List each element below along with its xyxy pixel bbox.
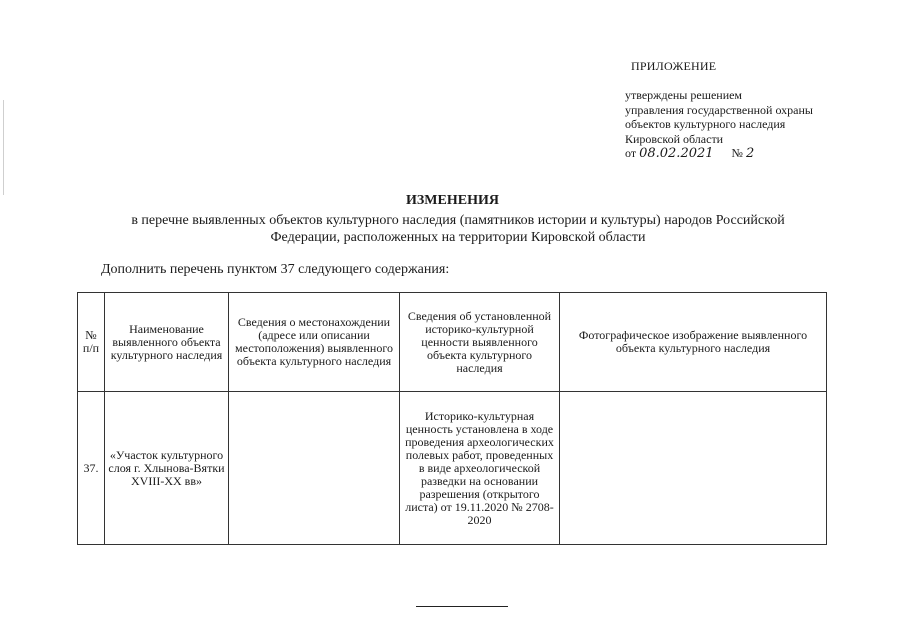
cell-number: 37. — [78, 392, 105, 545]
header-photo: Фотографическое изображение выявленного объекта культурного наследия — [560, 293, 827, 392]
header-name: Наименование выявленного объекта культурного наследия — [105, 293, 229, 392]
appendix-title: ПРИЛОЖЕНИЕ — [631, 59, 717, 73]
header-number: № п/п — [78, 293, 105, 392]
number-prefix: № — [731, 146, 743, 160]
approval-line: Кировской области — [625, 131, 724, 146]
approval-block — [625, 88, 813, 162]
approval-line: объектов культурного наследия — [625, 117, 786, 131]
heritage-table — [77, 292, 827, 545]
number-value: 2 — [745, 146, 755, 161]
cell-location — [229, 392, 400, 545]
approval-line: утверждены решением — [625, 88, 743, 102]
date-value: 08.02.2021 — [639, 146, 714, 161]
footer-divider — [416, 606, 508, 607]
table-header-row — [78, 293, 827, 392]
scan-edge-mark — [3, 100, 4, 195]
table-row — [78, 392, 827, 545]
approval-line: управления государственной охраны — [625, 102, 813, 117]
cell-name: «Участок культурного слоя г. Хлынова-Вятки XVIII-XX вв» — [105, 392, 229, 545]
intro-text: Дополнить перечень пунктом 37 следующего содержания: — [101, 262, 450, 277]
approval-date-line — [625, 146, 813, 162]
document-subtitle: в перечне выявленных объектов культурного наследия (памятников истории и культуры) народов Российской Федерации, расположенных на территории Кировской области — [131, 213, 785, 245]
date-prefix: от — [625, 146, 637, 160]
cell-photo — [560, 392, 827, 545]
cell-value: Историко-культурная ценность установлена в ходе проведения археологических полевых работ, проведенных в виде археологической разведки на основании разрешения (открытого листа) от 19.11.2020 № 2708-2020 — [400, 392, 560, 545]
document-title: ИЗМЕНЕНИЯ — [406, 193, 499, 208]
header-value: Сведения об установленной историко-культурной ценности выявленного объекта культурного наследия — [400, 293, 560, 392]
header-location: Сведения о местонахождении (адресе или описании местоположения) выявленного объекта культурного наследия — [229, 293, 400, 392]
